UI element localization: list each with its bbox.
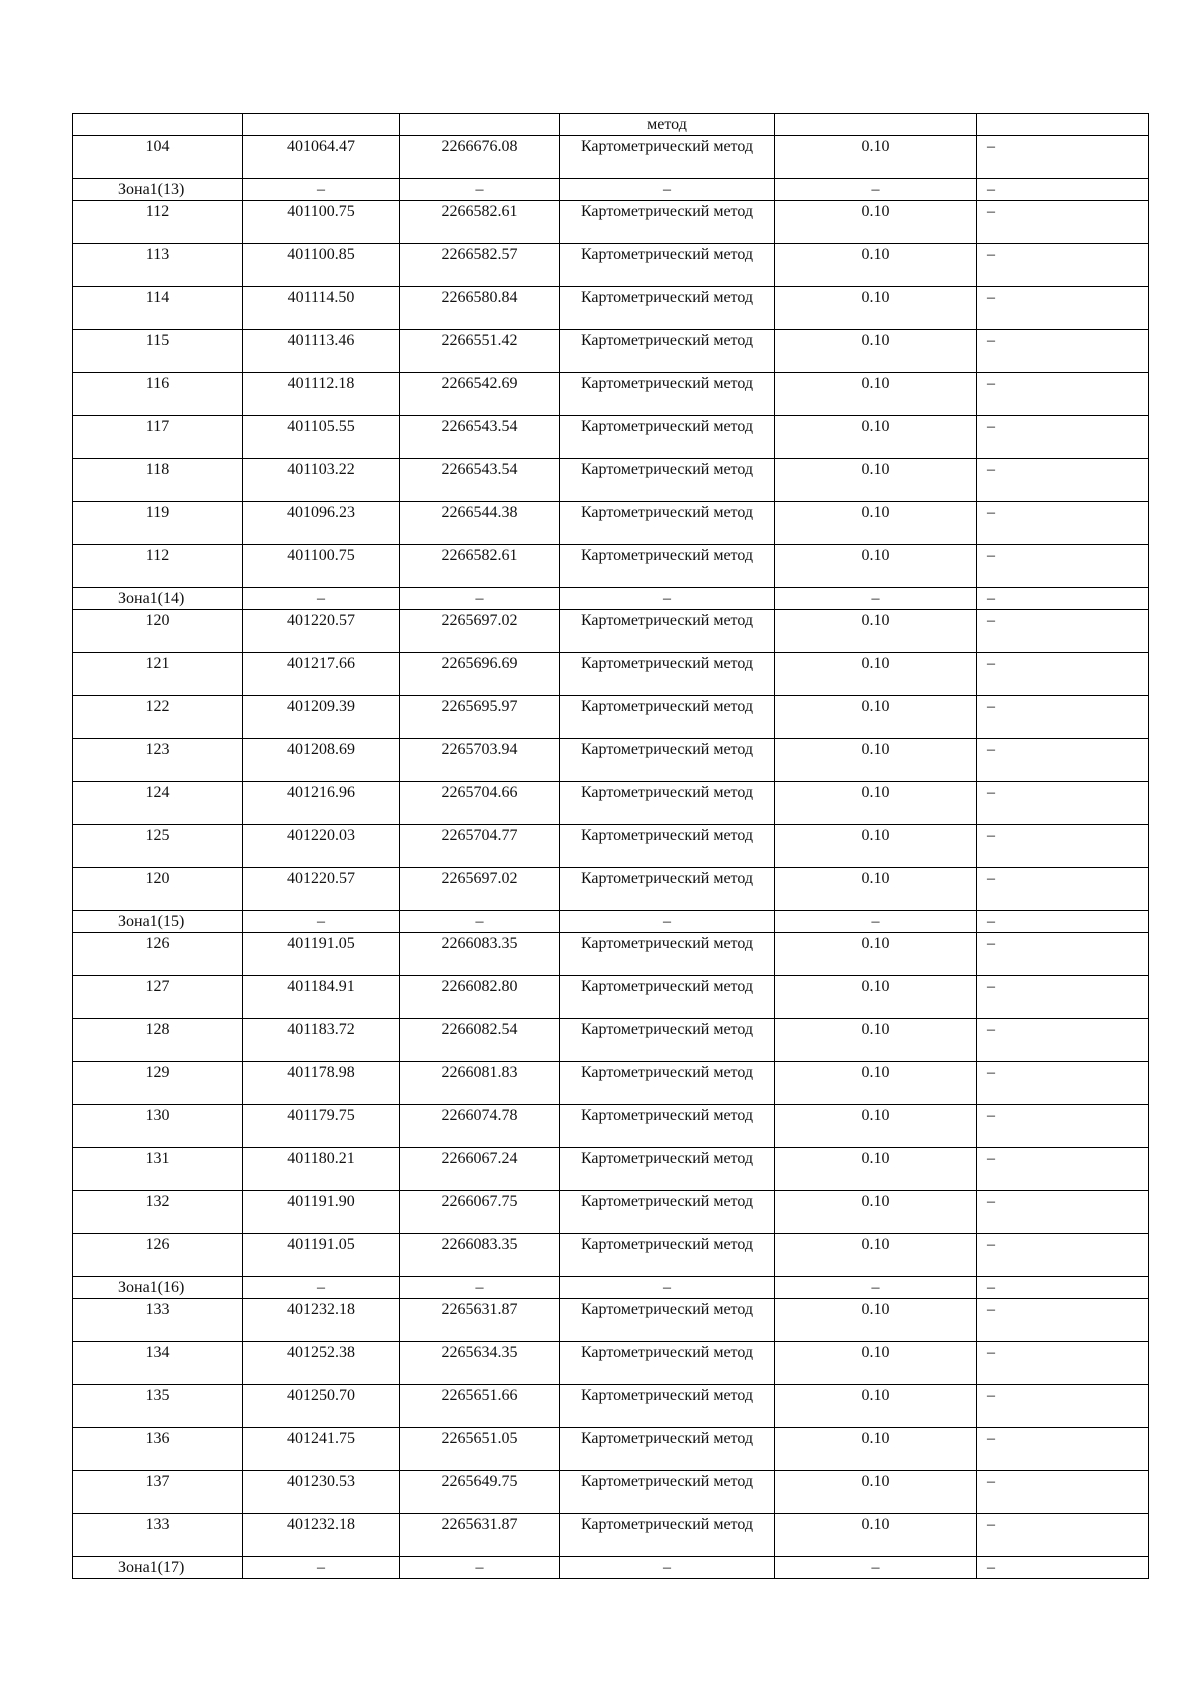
- cell-dash: –: [775, 588, 977, 610]
- cell-note: –: [977, 782, 1149, 825]
- cell-x: [243, 114, 400, 136]
- cell-y: 2266067.75: [400, 1191, 560, 1234]
- cell-number: 124: [73, 782, 243, 825]
- cell-note: –: [977, 1342, 1149, 1385]
- cell-dash: –: [400, 588, 560, 610]
- zone-label: Зона1(14): [118, 590, 185, 607]
- table-row: [73, 1342, 1149, 1385]
- zone-header-row: [73, 1277, 1149, 1299]
- cell-y: 2265651.66: [400, 1385, 560, 1428]
- table-row: [73, 933, 1149, 976]
- cell-x: 401232.18: [243, 1514, 400, 1557]
- cell-x: 401209.39: [243, 696, 400, 739]
- cell-precision: 0.10: [775, 868, 977, 911]
- cell-method: Картометрический метод: [560, 976, 775, 1019]
- cell-dash: –: [775, 1277, 977, 1299]
- cell-dash: –: [977, 1557, 1149, 1579]
- table-row: [73, 976, 1149, 1019]
- cell-y: 2266074.78: [400, 1105, 560, 1148]
- cell-method: Картометрический метод: [560, 330, 775, 373]
- cell-number: 132: [73, 1191, 243, 1234]
- cell-note: –: [977, 739, 1149, 782]
- cell-method: Картометрический метод: [560, 739, 775, 782]
- cell-x: 401180.21: [243, 1148, 400, 1191]
- table-row: [73, 1428, 1149, 1471]
- table-row: [73, 1019, 1149, 1062]
- cell-dash: –: [977, 588, 1149, 610]
- cell-note: –: [977, 545, 1149, 588]
- zone-header-row: [73, 911, 1149, 933]
- cell-dash: –: [775, 1557, 977, 1579]
- cell-number: 112: [73, 201, 243, 244]
- cell-note: –: [977, 1428, 1149, 1471]
- cell-method: Картометрический метод: [560, 1514, 775, 1557]
- cell-y: 2266082.80: [400, 976, 560, 1019]
- cell-method: Картометрический метод: [560, 287, 775, 330]
- cell-precision: 0.10: [775, 1191, 977, 1234]
- table-row: [73, 653, 1149, 696]
- zone-label-cell: [73, 588, 243, 610]
- cell-x: 401105.55: [243, 416, 400, 459]
- cell-x: 401112.18: [243, 373, 400, 416]
- cell-y: 2266582.61: [400, 545, 560, 588]
- cell-method: метод: [560, 114, 775, 136]
- cell-y: 2265697.02: [400, 868, 560, 911]
- cell-y: 2266582.61: [400, 201, 560, 244]
- cell-dash: –: [560, 911, 775, 933]
- cell-method: Картометрический метод: [560, 1471, 775, 1514]
- cell-method: Картометрический метод: [560, 244, 775, 287]
- cell-note: –: [977, 1062, 1149, 1105]
- zone-label-cell: [73, 1277, 243, 1299]
- cell-note: –: [977, 653, 1149, 696]
- cell-y: 2265704.77: [400, 825, 560, 868]
- cell-note: –: [977, 696, 1149, 739]
- cell-number: 114: [73, 287, 243, 330]
- table-row: [73, 610, 1149, 653]
- cell-y: 2266544.38: [400, 502, 560, 545]
- cell-y: 2266081.83: [400, 1062, 560, 1105]
- cell-precision: 0.10: [775, 1062, 977, 1105]
- cell-method: Картометрический метод: [560, 868, 775, 911]
- cell-method: Картометрический метод: [560, 610, 775, 653]
- table-row: [73, 1191, 1149, 1234]
- cell-dash: –: [243, 911, 400, 933]
- cell-method: Картометрический метод: [560, 1385, 775, 1428]
- cell-y: 2266543.54: [400, 416, 560, 459]
- cell-dash: –: [243, 1277, 400, 1299]
- cell-y: 2266067.24: [400, 1148, 560, 1191]
- table-row: [73, 1385, 1149, 1428]
- cell-dash: –: [243, 179, 400, 201]
- cell-precision: 0.10: [775, 416, 977, 459]
- table-row: [73, 502, 1149, 545]
- cell-x: 401114.50: [243, 287, 400, 330]
- cell-dash: –: [977, 1277, 1149, 1299]
- cell-precision: 0.10: [775, 459, 977, 502]
- cell-x: 401064.47: [243, 136, 400, 179]
- cell-precision: 0.10: [775, 1019, 977, 1062]
- cell-x: 401217.66: [243, 653, 400, 696]
- cell-precision: 0.10: [775, 1105, 977, 1148]
- table-row: [73, 782, 1149, 825]
- table-row: [73, 1234, 1149, 1277]
- coordinates-table: [72, 113, 1149, 1579]
- cell-y: 2266083.35: [400, 1234, 560, 1277]
- cell-x: 401103.22: [243, 459, 400, 502]
- cell-number: 122: [73, 696, 243, 739]
- cell-number: 120: [73, 868, 243, 911]
- cell-y: 2265651.05: [400, 1428, 560, 1471]
- cell-precision: 0.10: [775, 1299, 977, 1342]
- cell-note: –: [977, 459, 1149, 502]
- cell-precision: 0.10: [775, 201, 977, 244]
- cell-precision: 0.10: [775, 696, 977, 739]
- cell-precision: 0.10: [775, 1148, 977, 1191]
- cell-x: 401191.05: [243, 1234, 400, 1277]
- cell-y: [400, 114, 560, 136]
- cell-x: 401178.98: [243, 1062, 400, 1105]
- table-row: [73, 545, 1149, 588]
- cell-note: –: [977, 287, 1149, 330]
- cell-number: [73, 114, 243, 136]
- zone-header-row: [73, 588, 1149, 610]
- cell-note: –: [977, 933, 1149, 976]
- cell-x: 401100.75: [243, 201, 400, 244]
- cell-number: 113: [73, 244, 243, 287]
- cell-method: Картометрический метод: [560, 933, 775, 976]
- cell-x: 401230.53: [243, 1471, 400, 1514]
- cell-y: 2266082.54: [400, 1019, 560, 1062]
- cell-y: 2266543.54: [400, 459, 560, 502]
- cell-dash: –: [977, 911, 1149, 933]
- cell-note: –: [977, 1019, 1149, 1062]
- cell-method: Картометрический метод: [560, 1105, 775, 1148]
- cell-method: Картометрический метод: [560, 1299, 775, 1342]
- cell-method: Картометрический метод: [560, 459, 775, 502]
- cell-dash: –: [243, 588, 400, 610]
- cell-dash: –: [243, 1557, 400, 1579]
- cell-note: –: [977, 868, 1149, 911]
- cell-number: 137: [73, 1471, 243, 1514]
- cell-note: –: [977, 1471, 1149, 1514]
- cell-note: –: [977, 136, 1149, 179]
- zone-label-cell: [73, 1557, 243, 1579]
- cell-y: 2265695.97: [400, 696, 560, 739]
- cell-note: –: [977, 1191, 1149, 1234]
- table-row: [73, 825, 1149, 868]
- cell-precision: 0.10: [775, 244, 977, 287]
- cell-y: 2265703.94: [400, 739, 560, 782]
- cell-precision: 0.10: [775, 1385, 977, 1428]
- cell-precision: 0.10: [775, 739, 977, 782]
- cell-note: –: [977, 1514, 1149, 1557]
- cell-y: 2265631.87: [400, 1299, 560, 1342]
- cell-precision: [775, 114, 977, 136]
- cell-y: 2265704.66: [400, 782, 560, 825]
- cell-precision: 0.10: [775, 1342, 977, 1385]
- cell-x: 401096.23: [243, 502, 400, 545]
- cell-y: 2266551.42: [400, 330, 560, 373]
- cell-method: Картометрический метод: [560, 545, 775, 588]
- cell-y: 2266083.35: [400, 933, 560, 976]
- cell-number: 117: [73, 416, 243, 459]
- cell-precision: 0.10: [775, 653, 977, 696]
- cell-precision: 0.10: [775, 136, 977, 179]
- table-row: [73, 287, 1149, 330]
- cell-note: –: [977, 201, 1149, 244]
- table-row: [73, 1105, 1149, 1148]
- cell-method: Картометрический метод: [560, 1148, 775, 1191]
- cell-precision: 0.10: [775, 1234, 977, 1277]
- cell-method: Картометрический метод: [560, 502, 775, 545]
- cell-y: 2265634.35: [400, 1342, 560, 1385]
- cell-note: –: [977, 416, 1149, 459]
- cell-precision: 0.10: [775, 1514, 977, 1557]
- table-row: [73, 1471, 1149, 1514]
- cell-method: Картометрический метод: [560, 1191, 775, 1234]
- cell-x: 401208.69: [243, 739, 400, 782]
- cell-number: 118: [73, 459, 243, 502]
- cell-number: 119: [73, 502, 243, 545]
- cell-dash: –: [400, 1557, 560, 1579]
- cell-precision: 0.10: [775, 610, 977, 653]
- zone-header-row: [73, 1557, 1149, 1579]
- cell-x: 401216.96: [243, 782, 400, 825]
- cell-number: 126: [73, 933, 243, 976]
- table-row: [73, 1062, 1149, 1105]
- cell-number: 131: [73, 1148, 243, 1191]
- cell-y: 2265697.02: [400, 610, 560, 653]
- cell-precision: 0.10: [775, 782, 977, 825]
- cell-x: 401220.03: [243, 825, 400, 868]
- cell-number: 104: [73, 136, 243, 179]
- cell-note: –: [977, 825, 1149, 868]
- zone-label-cell: [73, 911, 243, 933]
- cell-note: –: [977, 502, 1149, 545]
- zone-label: Зона1(16): [118, 1279, 185, 1296]
- cell-number: 116: [73, 373, 243, 416]
- cell-precision: 0.10: [775, 287, 977, 330]
- cell-dash: –: [560, 588, 775, 610]
- table-row: [73, 739, 1149, 782]
- cell-x: 401220.57: [243, 868, 400, 911]
- cell-y: 2266580.84: [400, 287, 560, 330]
- cell-x: 401100.75: [243, 545, 400, 588]
- cell-method: Картометрический метод: [560, 696, 775, 739]
- cell-y: 2265696.69: [400, 653, 560, 696]
- cell-method: Картометрический метод: [560, 416, 775, 459]
- cell-note: –: [977, 373, 1149, 416]
- cell-number: 129: [73, 1062, 243, 1105]
- cell-dash: –: [560, 1557, 775, 1579]
- cell-method: Картометрический метод: [560, 1428, 775, 1471]
- cell-method: Картометрический метод: [560, 136, 775, 179]
- cell-x: 401241.75: [243, 1428, 400, 1471]
- continuation-row: [73, 114, 1149, 136]
- table-row: [73, 416, 1149, 459]
- cell-note: –: [977, 610, 1149, 653]
- cell-x: 401191.05: [243, 933, 400, 976]
- cell-x: 401252.38: [243, 1342, 400, 1385]
- table-row: [73, 459, 1149, 502]
- zone-label-cell: [73, 179, 243, 201]
- cell-number: 135: [73, 1385, 243, 1428]
- cell-number: 133: [73, 1514, 243, 1557]
- cell-note: [977, 114, 1149, 136]
- cell-number: 121: [73, 653, 243, 696]
- cell-number: 127: [73, 976, 243, 1019]
- cell-precision: 0.10: [775, 373, 977, 416]
- cell-x: 401232.18: [243, 1299, 400, 1342]
- cell-x: 401183.72: [243, 1019, 400, 1062]
- cell-note: –: [977, 244, 1149, 287]
- cell-x: 401250.70: [243, 1385, 400, 1428]
- cell-method: Картометрический метод: [560, 1234, 775, 1277]
- cell-dash: –: [775, 911, 977, 933]
- cell-note: –: [977, 976, 1149, 1019]
- cell-precision: 0.10: [775, 933, 977, 976]
- cell-x: 401179.75: [243, 1105, 400, 1148]
- cell-note: –: [977, 1148, 1149, 1191]
- cell-number: 126: [73, 1234, 243, 1277]
- cell-method: Картометрический метод: [560, 373, 775, 416]
- zone-label: Зона1(17): [118, 1559, 185, 1576]
- table-row: [73, 868, 1149, 911]
- cell-method: Картометрический метод: [560, 1062, 775, 1105]
- cell-y: 2265649.75: [400, 1471, 560, 1514]
- zone-label: Зона1(15): [118, 913, 185, 930]
- cell-note: –: [977, 1299, 1149, 1342]
- cell-method: Картометрический метод: [560, 782, 775, 825]
- table-row: [73, 330, 1149, 373]
- cell-note: –: [977, 330, 1149, 373]
- cell-number: 120: [73, 610, 243, 653]
- cell-precision: 0.10: [775, 330, 977, 373]
- cell-precision: 0.10: [775, 976, 977, 1019]
- cell-dash: –: [560, 179, 775, 201]
- cell-note: –: [977, 1105, 1149, 1148]
- cell-number: 123: [73, 739, 243, 782]
- cell-method: Картометрический метод: [560, 653, 775, 696]
- cell-x: 401184.91: [243, 976, 400, 1019]
- table-body: [73, 114, 1149, 1579]
- cell-number: 136: [73, 1428, 243, 1471]
- cell-x: 401191.90: [243, 1191, 400, 1234]
- table-row: [73, 201, 1149, 244]
- cell-y: 2265631.87: [400, 1514, 560, 1557]
- table-row: [73, 244, 1149, 287]
- cell-note: –: [977, 1234, 1149, 1277]
- table-row: [73, 1514, 1149, 1557]
- cell-number: 134: [73, 1342, 243, 1385]
- cell-y: 2266582.57: [400, 244, 560, 287]
- zone-label: Зона1(13): [118, 181, 185, 198]
- cell-dash: –: [400, 179, 560, 201]
- cell-x: 401113.46: [243, 330, 400, 373]
- cell-dash: –: [400, 1277, 560, 1299]
- cell-number: 125: [73, 825, 243, 868]
- zone-header-row: [73, 179, 1149, 201]
- table-row: [73, 373, 1149, 416]
- cell-precision: 0.10: [775, 545, 977, 588]
- cell-method: Картометрический метод: [560, 1342, 775, 1385]
- cell-method: Картометрический метод: [560, 201, 775, 244]
- cell-dash: –: [560, 1277, 775, 1299]
- table-row: [73, 1148, 1149, 1191]
- cell-dash: –: [775, 179, 977, 201]
- table-row: [73, 136, 1149, 179]
- table-row: [73, 696, 1149, 739]
- table-row: [73, 1299, 1149, 1342]
- cell-number: 128: [73, 1019, 243, 1062]
- cell-number: 133: [73, 1299, 243, 1342]
- cell-x: 401220.57: [243, 610, 400, 653]
- cell-method: Картометрический метод: [560, 825, 775, 868]
- cell-precision: 0.10: [775, 1471, 977, 1514]
- cell-precision: 0.10: [775, 1428, 977, 1471]
- cell-precision: 0.10: [775, 502, 977, 545]
- cell-x: 401100.85: [243, 244, 400, 287]
- cell-dash: –: [400, 911, 560, 933]
- cell-number: 115: [73, 330, 243, 373]
- cell-number: 130: [73, 1105, 243, 1148]
- cell-dash: –: [977, 179, 1149, 201]
- cell-y: 2266542.69: [400, 373, 560, 416]
- cell-y: 2266676.08: [400, 136, 560, 179]
- cell-method: Картометрический метод: [560, 1019, 775, 1062]
- cell-precision: 0.10: [775, 825, 977, 868]
- cell-note: –: [977, 1385, 1149, 1428]
- cell-number: 112: [73, 545, 243, 588]
